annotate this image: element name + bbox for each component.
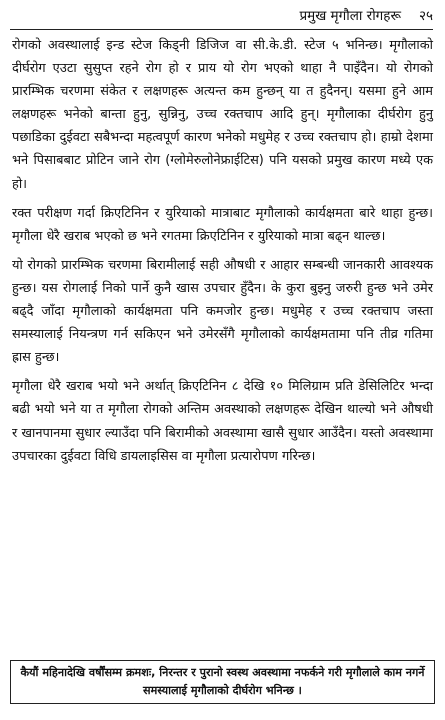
paragraph-blood-test: रक्त परीक्षण गर्दा क्रिएटिनिन र युरियाको मात्राबाट मृगौलाको कार्यक्षमता बारे थाहा हुन्छ। मृगौला धेरै खराब भएको छ भने रगतमा क्रिएटिनिन र युरियाको मात्रा बढ्न थाल्छ।	[12, 205, 433, 244]
page-number: २५	[418, 8, 433, 24]
paragraph-end-stage: मृगौला धेरै खराब भयो भने अर्थात् क्रिएटिनिन ८ देखि १० मिलिग्राम प्रति डेसिलिटिर भन्दा बढी भयो भने या त मृगौला रोगको अन्तिम अवस्थाको लक्षणहरू देखिन थाल्यो भने औषधी र खानपानमा सुधार ल्याउँदा पनि बिरामीको अवस्थामा खासै सुधार आउँदैन। यस्तो अवस्थामा उपचारका दुईवटा विधि डायलाइसिस वा मृगौला प्रत्यारोपण गरिन्छ।	[12, 379, 433, 464]
paragraph-ckd-intro: रोगको अवस्थालाई इन्ड स्टेज किड्नी डिजिज वा सी.के.डी. स्टेज ५ भनिन्छ। मृगौलाको दीर्घरोग एउटा सुसुप्त रहने रोग हो र प्राय यो रोग भएको थाहा नै पाइँदैन। यो रोगको प्रारम्भिक चरणमा संकेत र लक्षणहरू अत्यन्त कम हुन्छन् या त हुदैनन्। यसमा हुने आम लक्षणहरू भनेको बान्ता हुनु, सुन्निनु, उच्च रक्तचाप आदि हुन्। मृगौलाका दीर्घरोग हुनु पछाडिका दुईवटा सबैभन्दा महत्वपूर्ण कारण भनेको मधुमेह र उच्च रक्तचाप हो। हाम्रो देशमा भने पिसाबबाट प्रोटिन जाने रोग (ग्लोमेरुलोनेफ्राईटिस) पनि यसको प्रमुख कारण मध्ये एक हो।	[12, 38, 433, 192]
running-title: प्रमुख मृगौला रोगहरू	[299, 8, 401, 24]
definition-box: कैयौं महिनादेखि वर्षौंसम्म क्रमशः, निरन्तर र पुरानो स्वस्थ अवस्थामा नफर्कने गरी मृगौलाले काम नगर्ने समस्यालाई मृगौलाको दीर्घरोग भनिन्छ ।	[10, 660, 435, 704]
paragraph-early-stage: यो रोगको प्रारम्भिक चरणमा बिरामीलाई सही औषधी र आहार सम्बन्धी जानकारी आवश्यक हुन्छ। यस रोगलाई निको पार्ने कुनै खास उपचार हुँदैन। के कुरा बुझ्नु जरुरी हुन्छ भने उमेर बढ्दै जाँदा मृगौलाको कार्यक्षमता पनि कमजोर हुन्छ। मधुमेह र उच्च रक्तचाप जस्ता समस्यालाई नियन्त्रण गर्न सकिएन भने उमेरसँगै मृगौलाको कार्यक्षमतामा पनि तीव्र गतिमा ह्रास हुन्छ।	[12, 257, 433, 366]
body-text	[12, 34, 433, 474]
running-header	[10, 4, 433, 28]
header-rule	[10, 29, 433, 30]
